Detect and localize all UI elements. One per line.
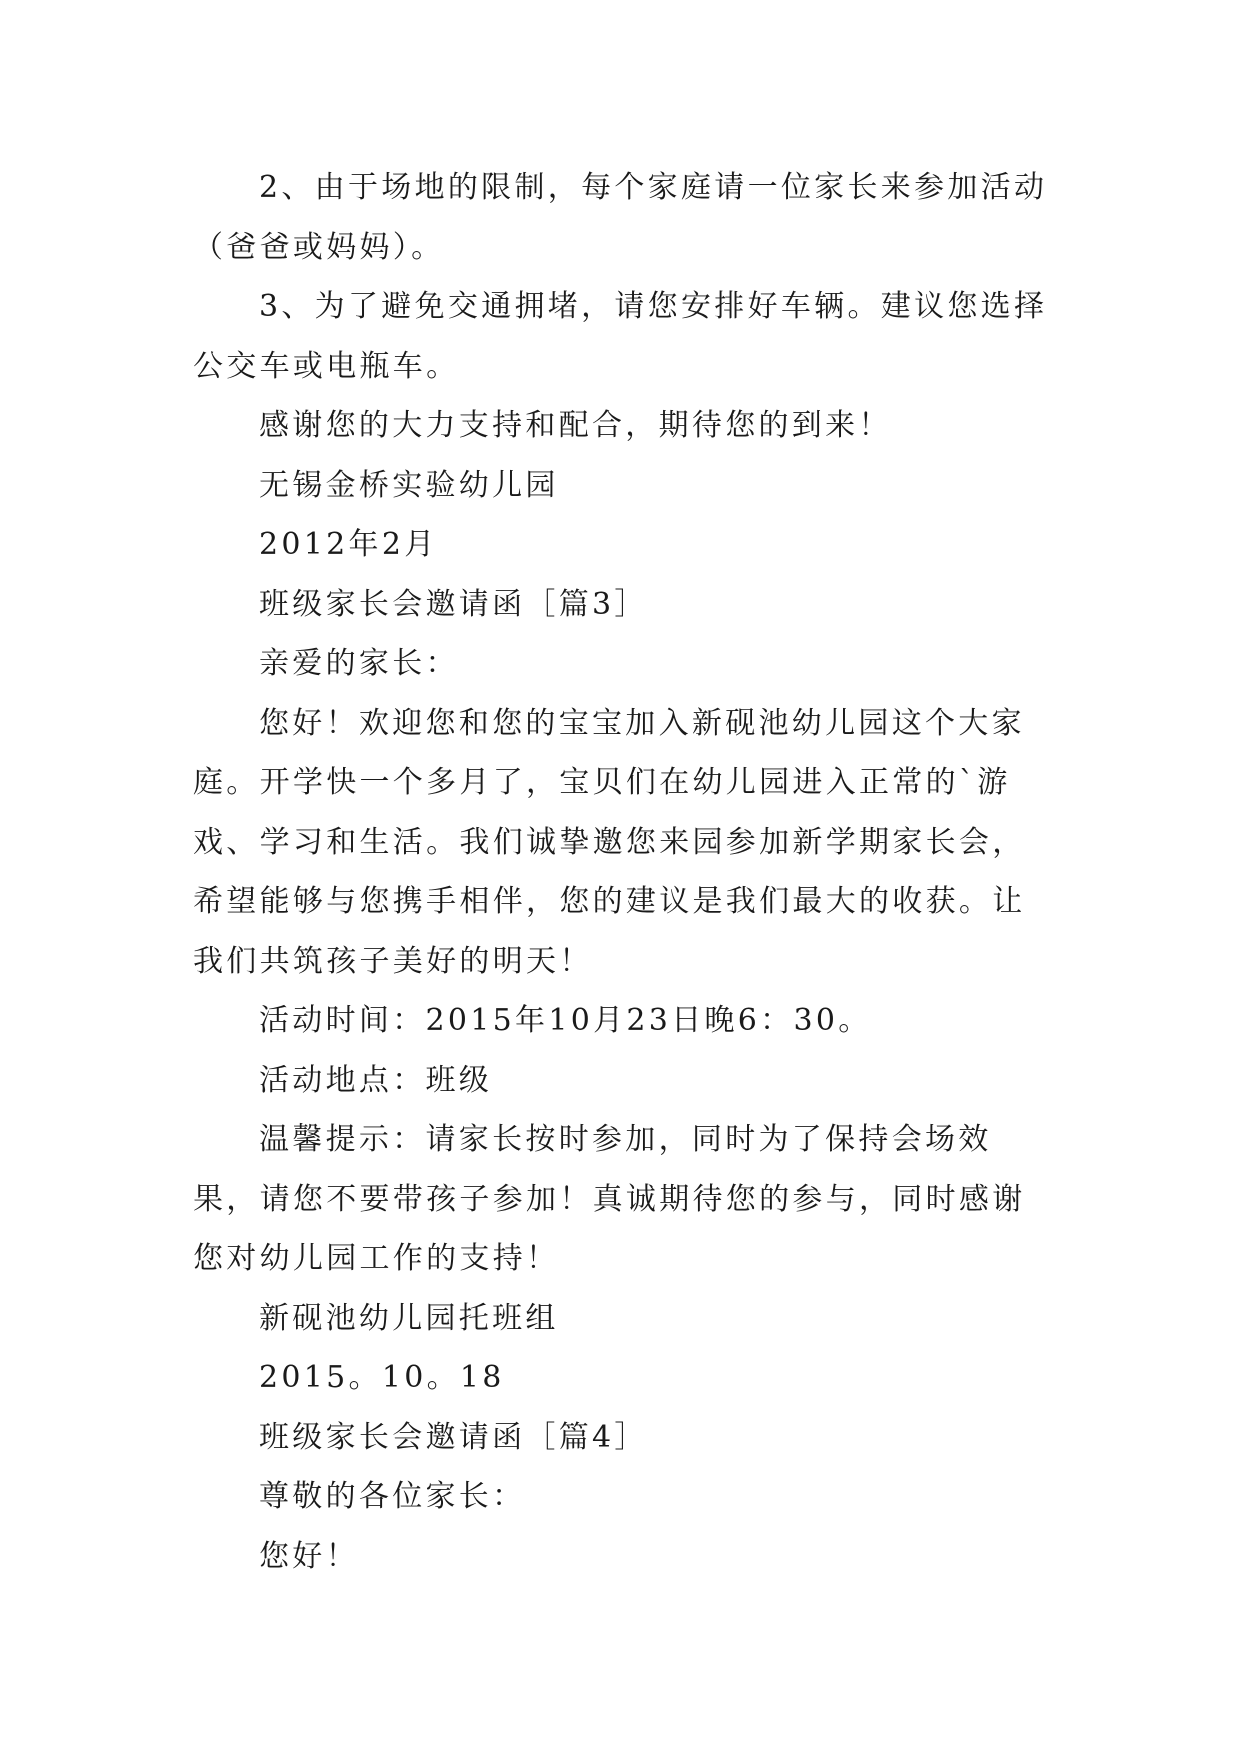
salutation: 尊敬的各位家长： xyxy=(259,1479,526,1514)
signature-date: 2012年2月 xyxy=(259,527,438,562)
signature-organization: 新砚池幼儿园托班组 xyxy=(259,1300,559,1336)
section-heading-part3: 班级家长会邀请函［篇3］ xyxy=(259,586,648,622)
paragraph-venue-limit: 2、由于场地的限制，每个家庭请一位家长来参加活动（爸爸或妈妈）。 xyxy=(193,170,1048,265)
paragraph-welcome: 您好！欢迎您和您的宝宝加入新砚池幼儿园这个大家庭。开学快一个多月了，宝贝们在幼儿园进入正常的`游戏、学习和生活。我们诚挚邀您来园参加新学期家长会，希望能够与您携手相伴，您的建议是我们最大的收获。让我们共筑孩子美好的明天！ xyxy=(193,705,1026,979)
signature-organization: 无锡金桥实验幼儿园 xyxy=(259,467,559,503)
signature-date: 2015。10。18 xyxy=(259,1360,505,1395)
paragraph-traffic: 3、为了避免交通拥堵，请您安排好车辆。建议您选择公交车或电瓶车。 xyxy=(193,289,1048,384)
document-body xyxy=(193,158,1055,1586)
event-location: 活动地点：班级 xyxy=(259,1062,493,1098)
paragraph-thanks: 感谢您的大力支持和配合，期待您的到来！ xyxy=(259,408,892,443)
greeting: 您好！ xyxy=(259,1538,359,1574)
salutation: 亲爱的家长： xyxy=(259,646,459,681)
paragraph-reminder: 温馨提示：请家长按时参加，同时为了保持会场效果，请您不要带孩子参加！真诚期待您的参与，同时感谢您对幼儿园工作的支持！ xyxy=(193,1122,1026,1276)
section-heading-part4: 班级家长会邀请函［篇4］ xyxy=(259,1419,648,1455)
event-time: 活动时间：2015年10月23日晚6：30。 xyxy=(259,1003,872,1038)
